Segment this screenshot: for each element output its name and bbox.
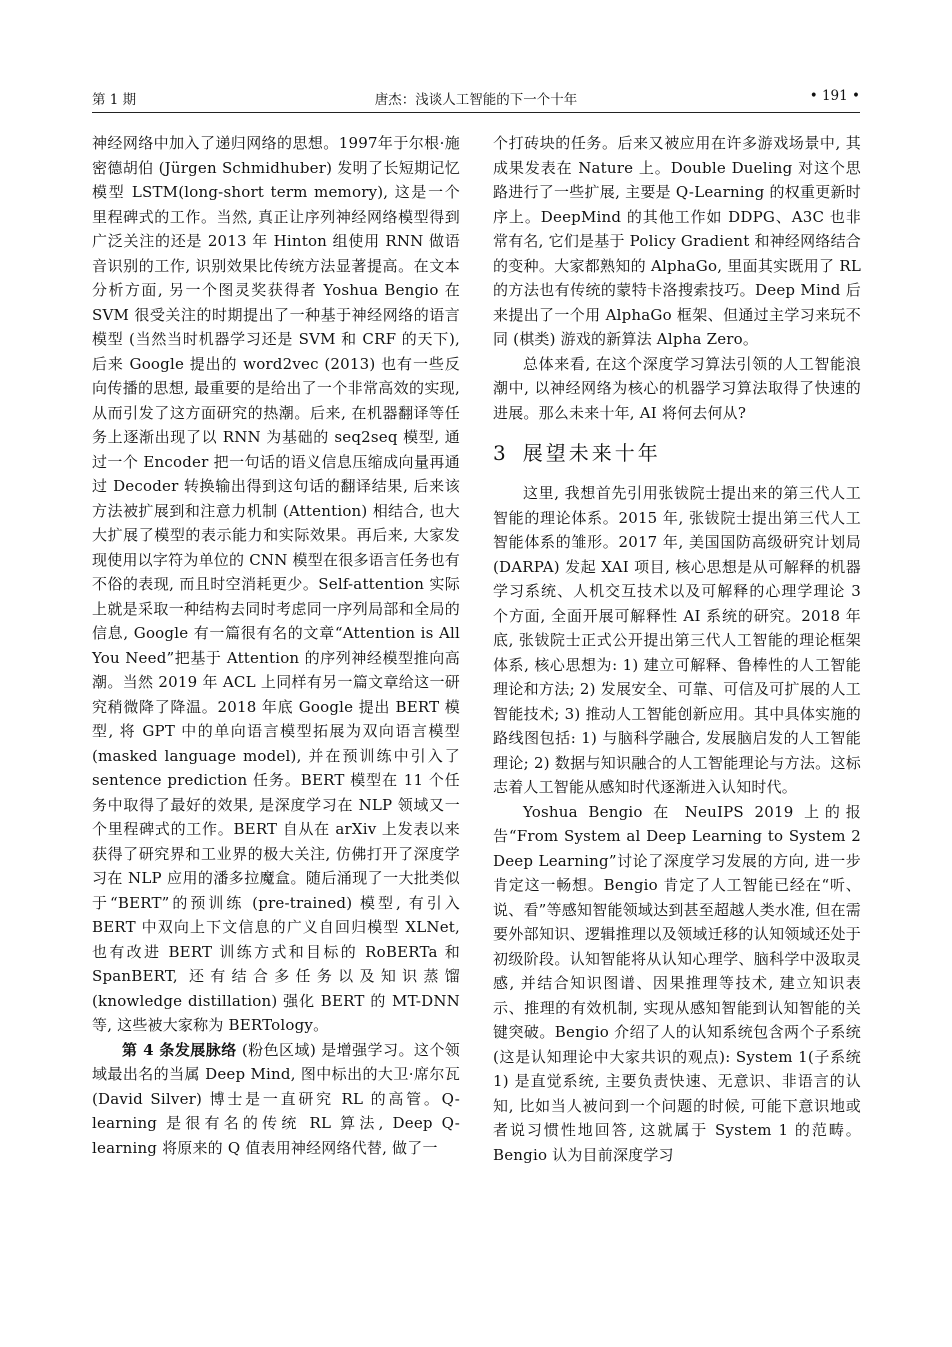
paragraph-body: (粉色区域) 是增强学习。这个领域最出名的当属 Deep Mind, 图中标出的大卫·席尔瓦 (David Silver) 博士是一直研究 RL 的高管。Q-learning 是很有名的传统 RL 算法, Deep Q-learning 将原来的 Q 值表用神经网络代替, 做了一 [92,1040,460,1157]
page-number: • 191 • [809,88,860,104]
right-column [493,131,861,1167]
paragraph-lead-bold: 第 4 条发展脉络 [122,1040,237,1059]
issue-number: 第 1 期 [92,92,137,108]
left-paragraph-2 [92,1038,460,1161]
section-number: 3 [493,441,509,465]
left-paragraph-1: 神经网络中加入了递归网络的思想。1997年于尔根·施密德胡伯 (Jürgen Schmidhuber) 发明了长短期记忆模型 LSTM(long-short term memory), 这是一个里程碑式的工作。当然, 真正让序列神经网络模型得到广泛关注的还是 2013 年 Hinton 组使用 RNN 做语音识别的工作, 识别效果比传统方法显著提高。在文本分析方面, 另一个图灵奖获得者 Yoshua Bengio 在 SVM 很受关注的时期提出了一种基于神经网络的语言模型 (当然当时机器学习还是 SVM 和 CRF 的天下), 后来 Google 提出的 word2vec (2013) 也有一些反向传播的思想, 最重要的是给出了一个非常高效的实现, 从而引发了这方面研究的热潮。后来, 在机器翻译等任务上逐渐出现了以 RNN 为基础的 seq2seq 模型, 通过一个 Encoder 把一句话的语义信息压缩成向量再通过 Decoder 转换输出得到这句话的翻译结果, 后来该方法被扩展到和注意力机制 (Attention) 相结合, 也大大扩展了模型的表示能力和实际效果。再后来, 大家发现使用以字符为单位的 CNN 模型在很多语言任务也有不俗的表现, 而且时空消耗更少。Self-attention 实际上就是采取一种结构去同时考虑同一序列局部和全局的信息, Google 有一篇很有名的文章“Attention is All You Need”把基于 Attention 的序列神经模型推向高潮。当然 2019 年 ACL 上同样有另一篇文章给这一研究稍微降了降温。2018 年底 Google 提出 BERT 模型, 将 GPT 中的单向语言模型拓展为双向语言模型 (masked language model), 并在预训练中引入了 sentence prediction 任务。BERT 模型在 11 个任务中取得了最好的效果, 是深度学习在 NLP 领域又一个里程碑式的工作。BERT 自从在 arXiv 上发表以来获得了研究界和工业界的极大关注, 仿佛打开了深度学习在 NLP 应用的潘多拉魔盒。随后涌现了一大批类似于“BERT”的预训练 (pre-trained) 模型, 有引入 BERT 中双向上下文信息的广义自回归模型 XLNet, 也有改进 BERT 训练方式和目标的 RoBERTa 和 SpanBERT, 还有结合多任务以及知识蒸馏 (knowledge distillation) 强化 BERT 的 MT-DNN 等, 这些被大家称为 BERTology。 [92,134,460,1034]
section-heading [493,439,861,467]
right-paragraph-3: 这里, 我想首先引用张钹院士提出来的第三代人工智能的理论体系。2015 年, 张钹院士提出第三代人工智能体系的雏形。2017 年, 美国国防高级研究计划局 (DARPA) 发起 XAI 项目, 核心思想是从可解释的机器学习系统、人机交互技术以及可解释的心理学理论 3 个方面, 全面开展可解释性 AI 系统的研究。2018 年底, 张钹院士正式公开提出第三代人工智能的理论框架体系, 核心思想为: 1) 建立可解释、鲁棒性的人工智能理论和方法; 2) 发展安全、可靠、可信及可扩展的人工智能技术; 3) 推动人工智能创新应用。其中具体实施的路线图包括: 1) 与脑科学融合, 发展脑启发的人工智能理论; 2) 数据与知识融合的人工智能理论与方法。这标志着人工智能从感知时代逐渐进入认知时代。 [493,484,861,796]
right-paragraph-1: 个打砖块的任务。后来又被应用在许多游戏场景中, 其成果发表在 Nature 上。Double Dueling 对这个思路进行了一些扩展, 主要是 Q-Learning 的权重更新时序上。DeepMind 的其他工作如 DDPG、A3C 也非常有名, 它们是基于 Policy Gradient 和神经网络结合的变种。大家都熟知的 AlphaGo, 里面其实既用了 RL 的方法也有传统的蒙特卡洛搜索技巧。Deep Mind 后来提出了一个用 AlphaGo 框架、但通过主学习来玩不同 (棋类) 游戏的新算法 Alpha Zero。 [493,134,861,348]
left-column [92,131,460,1160]
right-paragraph-2: 总体来看, 在这个深度学习算法引领的人工智能浪潮中, 以神经网络为核心的机器学习算法取得了快速的进展。那么未来十年, AI 将何去何从? [493,354,861,422]
article-running-title: 唐杰：浅谈人工智能的下一个十年 [374,92,578,108]
running-header [92,86,860,108]
header-divider [92,112,860,113]
right-paragraph-4: Yoshua Bengio 在 NeuIPS 2019 上的报告“From System al Deep Learning to System 2 Deep Learning”讨论了深度学习发展的方向, 进一步肯定这一畅想。Bengio 肯定了人工智能已经在“听、说、看”等感知智能领域达到甚至超越人类水准, 但在需要外部知识、逻辑推理以及领域迁移的认知领域还处于初级阶段。认知智能将从认知心理学、脑科学中汲取灵感, 并结合知识图谱、因果推理等技术, 建立知识表示、推理的有效机制, 实现从感知智能到认知智能的关键突破。Bengio 介绍了人的认知系统包含两个子系统 (这是认知理论中大家共识的观点): System 1(子系统 1) 是直觉系统, 主要负责快速、无意识、非语言的认知, 比如当人被问到一个问题的时候, 可能下意识地或者说习惯性地回答, 这就属于 System 1 的范畴。Bengio 认为目前深度学习 [493,802,861,1164]
section-title: 展望未来十年 [522,441,661,465]
